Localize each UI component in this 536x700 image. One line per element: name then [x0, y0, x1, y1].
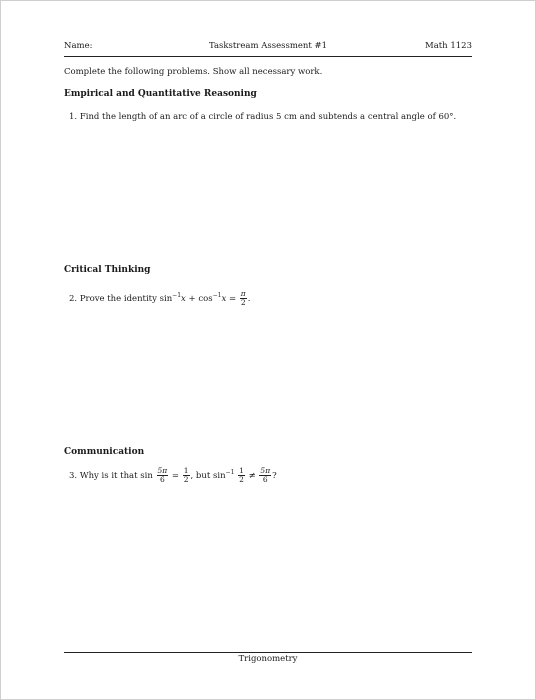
equals-sign: = [228, 294, 237, 304]
one-half-fraction [238, 467, 245, 484]
problem-number: 2. [69, 294, 78, 304]
problem-1 [69, 112, 456, 122]
page-footer: Trigonometry [238, 654, 298, 664]
section-title-critical-thinking: Critical Thinking [64, 265, 151, 275]
fraction-numerator: 1 [183, 466, 189, 475]
problem-lead: Why is it that [79, 471, 138, 481]
problem-3 [69, 467, 277, 484]
var-x: x [221, 294, 227, 304]
fraction-numerator: 1 [239, 466, 244, 475]
problem-lead: Prove the identity [79, 294, 157, 304]
one-half-fraction [183, 467, 190, 484]
name-label: Name: [64, 41, 93, 51]
sin-fn: sin [140, 471, 153, 481]
cos-fn: cos [198, 294, 213, 304]
section-title-empirical: Empirical and Quantitative Reasoning [64, 89, 257, 99]
fraction-denominator: 2 [183, 475, 189, 484]
problem-text: Find the length of an arc of a circle of radius 5 cm and subtends a central angle of 60°. [79, 112, 457, 122]
five-pi-over-six-fraction [259, 467, 271, 484]
problem-2 [69, 290, 250, 307]
fraction-denominator: 2 [239, 475, 244, 484]
instructions: Complete the following problems. Show all necessary work. [64, 67, 323, 77]
sin-fn: sin [159, 294, 173, 304]
inverse-sup: −1 [212, 292, 222, 299]
problem-number: 3. [69, 471, 78, 481]
assessment-title: Taskstream Assessment #1 [208, 41, 328, 51]
pi-over-two-fraction [240, 290, 247, 307]
plus-sign: + [188, 294, 196, 304]
fraction-denominator: 6 [159, 475, 165, 484]
problem-number: 1. [69, 112, 78, 122]
five-pi-over-six-fraction [157, 467, 169, 484]
header-rule [64, 56, 472, 57]
fraction-numerator: 5π [157, 466, 168, 475]
page-header [64, 39, 472, 53]
fraction-numerator: π [240, 289, 246, 298]
fraction-denominator: 6 [262, 475, 268, 484]
period: . [247, 294, 251, 304]
inverse-sup: −1 [172, 292, 182, 299]
footer-rule [64, 652, 472, 653]
sin-fn: sin [212, 471, 226, 481]
inverse-sup: −1 [225, 469, 235, 476]
fraction-denominator: 2 [240, 298, 246, 307]
fraction-numerator: 5π [260, 466, 271, 475]
equals-sign: = [171, 471, 180, 481]
var-x: x [181, 294, 186, 304]
but-text: , but [190, 471, 211, 481]
question-mark: ? [272, 471, 277, 481]
not-equal-sign: ≠ [248, 471, 256, 481]
section-title-communication: Communication [64, 447, 145, 457]
course-label: Math 1123 [425, 41, 472, 51]
